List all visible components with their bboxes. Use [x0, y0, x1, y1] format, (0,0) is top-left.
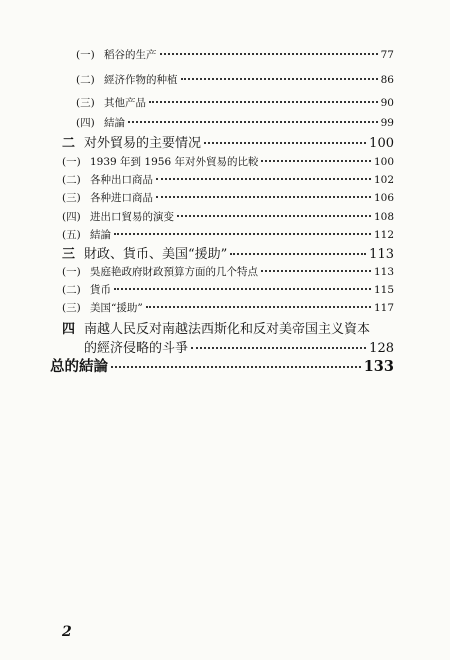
entry-number: (三)	[62, 192, 81, 204]
toc-entry	[62, 172, 394, 187]
section-number: 四	[62, 322, 76, 337]
entry-title: 結論	[90, 229, 111, 241]
toc-section	[62, 243, 394, 262]
toc-entry	[76, 95, 394, 110]
toc-entry	[62, 209, 394, 224]
entry-page: 106	[373, 192, 394, 204]
toc-entry	[62, 264, 394, 279]
section-title: 的經济侵略的斗爭	[84, 341, 189, 356]
entry-number: (一)	[62, 156, 81, 168]
entry-number: (二)	[62, 174, 81, 186]
entry-title: 貨币	[90, 284, 111, 296]
entry-page: 112	[373, 229, 394, 241]
toc-entry	[62, 300, 394, 315]
entry-number: (一)	[76, 49, 95, 61]
entry-number: (三)	[62, 302, 81, 314]
section-title: 財政、貨币、美国“援助”	[84, 247, 228, 262]
toc-entry	[76, 72, 394, 87]
dot-leader	[156, 178, 371, 180]
toc-section-continuation	[84, 337, 394, 356]
dot-leader	[156, 196, 371, 198]
dot-leader	[191, 347, 366, 349]
entry-title: 各种出口商品	[90, 174, 153, 186]
entry-title: 經济作物的种植	[104, 74, 178, 86]
section-title: 对外貿易的主要情况	[84, 136, 202, 151]
section-number: 二	[62, 136, 76, 151]
toc-entry	[76, 115, 394, 130]
entry-page: 90	[380, 97, 394, 109]
dot-leader	[149, 101, 378, 103]
entry-number: (五)	[62, 229, 81, 241]
entry-page: 99	[380, 117, 394, 129]
dot-leader	[160, 53, 378, 55]
dot-leader	[146, 306, 371, 308]
toc-entry	[62, 154, 394, 169]
page-number: 2	[62, 624, 72, 640]
entry-page: 102	[373, 174, 394, 186]
section-number: 三	[62, 247, 76, 262]
section-page: 100	[369, 136, 394, 151]
toc-section	[62, 132, 394, 151]
entry-number: (三)	[76, 97, 95, 109]
toc-entry	[62, 227, 394, 242]
entry-title: 美国“援助”	[90, 302, 143, 314]
entry-number: (四)	[62, 211, 81, 223]
entry-number: (一)	[62, 266, 81, 278]
entry-page: 86	[380, 74, 394, 86]
toc-entry	[62, 282, 394, 297]
dot-leader	[261, 160, 370, 162]
entry-title: 結論	[104, 117, 125, 129]
toc-section-line	[62, 318, 370, 337]
section-title: 南越人民反对南越法西斯化和反对美帝国主义資本	[84, 322, 371, 337]
dot-leader	[111, 366, 361, 368]
toc-entry	[62, 190, 394, 205]
main-title: 总的結論	[50, 358, 108, 375]
dot-leader	[114, 288, 371, 290]
dot-leader	[261, 270, 371, 272]
dot-leader	[230, 253, 366, 255]
entry-page: 113	[373, 266, 394, 278]
entry-title: 各种进口商品	[90, 192, 153, 204]
entry-page: 115	[373, 284, 394, 296]
dot-leader	[181, 78, 378, 80]
entry-page: 100	[373, 156, 394, 168]
dot-leader	[177, 215, 371, 217]
entry-title: 进出口貿易的演变	[90, 211, 174, 223]
entry-page: 117	[373, 302, 394, 314]
dot-leader	[128, 121, 378, 123]
toc-main-entry	[50, 355, 394, 376]
section-page: 113	[369, 247, 394, 262]
entry-title: 1939 年到 1956 年对外貿易的比較	[90, 156, 259, 168]
entry-title: 其他产品	[104, 97, 146, 109]
entry-number: (四)	[76, 117, 95, 129]
entry-number: (二)	[76, 74, 95, 86]
toc-entry	[76, 47, 394, 62]
entry-number: (二)	[62, 284, 81, 296]
entry-page: 77	[380, 49, 394, 61]
dot-leader	[114, 233, 371, 235]
entry-title: 吳庭艳政府財政預算方面的几个特点	[90, 266, 258, 278]
entry-page: 108	[373, 211, 394, 223]
entry-title: 稻谷的生产	[104, 49, 157, 61]
dot-leader	[204, 142, 366, 144]
main-page: 133	[363, 358, 394, 375]
section-page: 128	[369, 341, 394, 356]
